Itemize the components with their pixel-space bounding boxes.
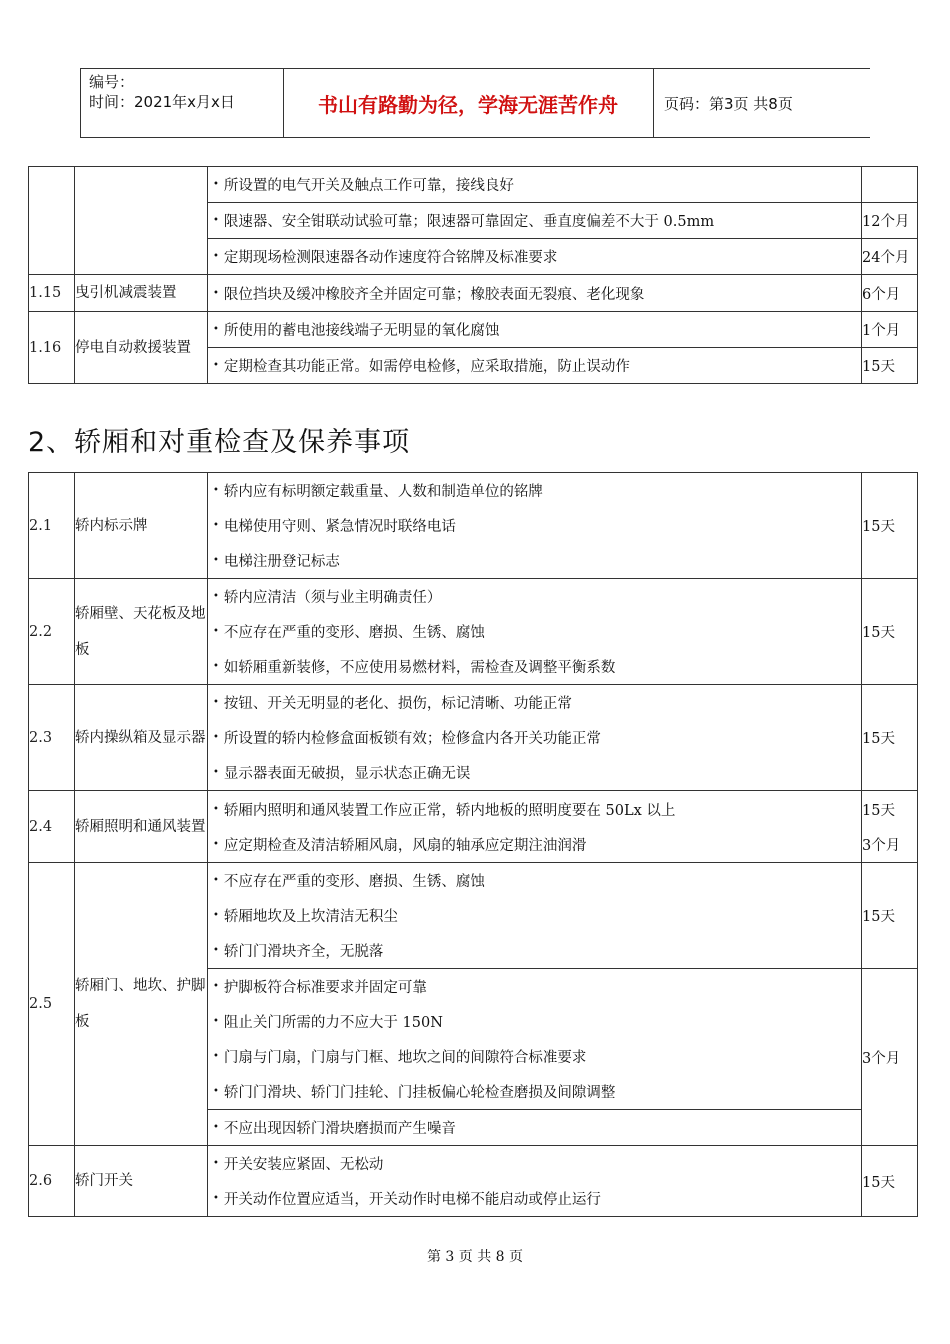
item-cell: • 所使用的蓄电池接线端子无明显的氧化腐蚀: [208, 312, 862, 348]
list-item: • 门扇与门扇，门扇与门框、地坎之间的间隙符合标准要求: [213, 1050, 587, 1066]
maintenance-table-2: [28, 472, 918, 1217]
list-item: • 轿内应有标明额定载重量、人数和制造单位的铭牌: [213, 484, 543, 500]
row-name: [75, 167, 208, 275]
cycle-cell: 15天: [862, 1146, 918, 1217]
list-item: • 应定期检查及清洁轿厢风扇，风扇的轴承应定期注油润滑: [213, 837, 587, 854]
cycle-cell: 15天: [862, 685, 918, 791]
number-label: 编号：: [89, 73, 135, 91]
row-no: 2.5: [29, 863, 75, 1146]
cycle-cell: 1个月: [862, 312, 918, 348]
section-2-title: 2、轿厢和对重检查及保养事项: [28, 427, 411, 458]
item-cell: • 定期检查其功能正常。如需停电检修，应采取措施，防止误动作: [208, 348, 862, 384]
row-no: [29, 167, 75, 275]
cycle-cell: 3个月: [862, 969, 918, 1146]
row-name: 停电自动救援装置: [75, 312, 208, 384]
row-name: 轿内标示牌: [75, 473, 208, 579]
cycle-cell: [862, 167, 918, 203]
header-meta: [80, 69, 284, 137]
cycle-cell: 15天: [862, 863, 918, 969]
header-motto-cell: [283, 69, 654, 137]
list-item: • 轿厢地坎及上坎清洁无积尘: [213, 909, 398, 925]
header-page-cell: [654, 69, 870, 137]
row-no: 2.4: [29, 791, 75, 863]
list-item: • 阻止关门所需的力不应大于 150N: [213, 1015, 443, 1031]
items-cell: [208, 791, 862, 863]
row-no: 2.2: [29, 579, 75, 685]
row-name: 轿厢壁、天花板及地板: [75, 579, 208, 685]
cycle-cell: 24个月: [862, 239, 918, 275]
header-motto: 书山有路勤为径，学海无涯苦作舟: [318, 92, 618, 117]
item-cell: • 定期现场检测限速器各动作速度符合铭牌及标准要求: [208, 239, 862, 275]
list-item: • 电梯使用守则、紧急情况时联络电话: [213, 519, 456, 535]
items-cell: [208, 685, 862, 791]
cycle-cell: 15天: [862, 473, 918, 579]
list-item: • 不应出现因轿门滑块磨损而产生噪音: [213, 1121, 456, 1137]
row-name: 曳引机减震装置: [75, 275, 208, 312]
list-item: • 护脚板符合标准要求并固定可靠: [213, 980, 427, 996]
list-item: • 开关动作位置应适当，开关动作时电梯不能启动或停止运行: [213, 1192, 601, 1208]
items-cell: [208, 1110, 862, 1146]
row-no: 2.1: [29, 473, 75, 579]
list-item: • 轿厢内照明和通风装置工作应正常，轿内地板的照明度要在 50Lx 以上: [213, 802, 676, 819]
row-no: 1.16: [29, 312, 75, 384]
items-cell: [208, 969, 862, 1110]
row-name: 轿厢门、地坎、护脚板: [75, 863, 208, 1146]
items-cell: [208, 863, 862, 969]
list-item: • 开关安装应紧固、无松动: [213, 1157, 384, 1173]
page-header: [80, 68, 870, 138]
row-no: 1.15: [29, 275, 75, 312]
list-item: • 电梯注册登记标志: [213, 554, 340, 570]
item-cell: • 限位挡块及缓冲橡胶齐全并固定可靠；橡胶表面无裂痕、老化现象: [208, 275, 862, 312]
items-cell: [208, 579, 862, 685]
list-item: • 所设置的轿内检修盒面板锁有效；检修盒内各开关功能正常: [213, 731, 601, 747]
list-item: • 不应存在严重的变形、磨损、生锈、腐蚀: [213, 874, 485, 890]
list-item: • 按钮、开关无明显的老化、损伤，标记清晰、功能正常: [213, 696, 572, 712]
list-item: • 不应存在严重的变形、磨损、生锈、腐蚀: [213, 625, 485, 641]
row-name: 轿门开关: [75, 1146, 208, 1217]
maintenance-table-1: [28, 166, 918, 384]
time-label: 时间：2021年x月x日: [89, 93, 235, 111]
list-item: • 显示器表面无破损，显示状态正确无误: [213, 766, 471, 782]
cycle-cell: [862, 791, 918, 863]
list-item: • 如轿厢重新装修，不应使用易燃材料，需检查及调整平衡系数: [213, 660, 616, 676]
cycle-cell: 15天: [862, 348, 918, 384]
page-footer: 第 3 页 共 8 页: [426, 1249, 524, 1265]
item-cell: • 所设置的电气开关及触点工作可靠，接线良好: [208, 167, 862, 203]
cycle-cell: 12个月: [862, 203, 918, 239]
header-page-info: 页码：第3页 共8页: [664, 94, 793, 113]
item-cell: • 限速器、安全钳联动试验可靠；限速器可靠固定、垂直度偏差不大于 0.5mm: [208, 203, 862, 239]
cycle-line: 15天: [862, 802, 895, 819]
list-item: • 轿门门滑块、轿门门挂轮、门挂板偏心轮检查磨损及间隙调整: [213, 1085, 616, 1101]
cycle-line: 3个月: [862, 837, 901, 854]
list-item: • 轿门门滑块齐全，无脱落: [213, 944, 384, 960]
cycle-cell: 15天: [862, 579, 918, 685]
items-cell: [208, 473, 862, 579]
list-item: • 轿内应清洁（须与业主明确责任）: [213, 590, 442, 606]
row-name: 轿厢照明和通风装置: [75, 791, 208, 863]
row-name: 轿内操纵箱及显示器: [75, 685, 208, 791]
row-no: 2.6: [29, 1146, 75, 1217]
row-no: 2.3: [29, 685, 75, 791]
cycle-cell: 6个月: [862, 275, 918, 312]
items-cell: [208, 1146, 862, 1217]
